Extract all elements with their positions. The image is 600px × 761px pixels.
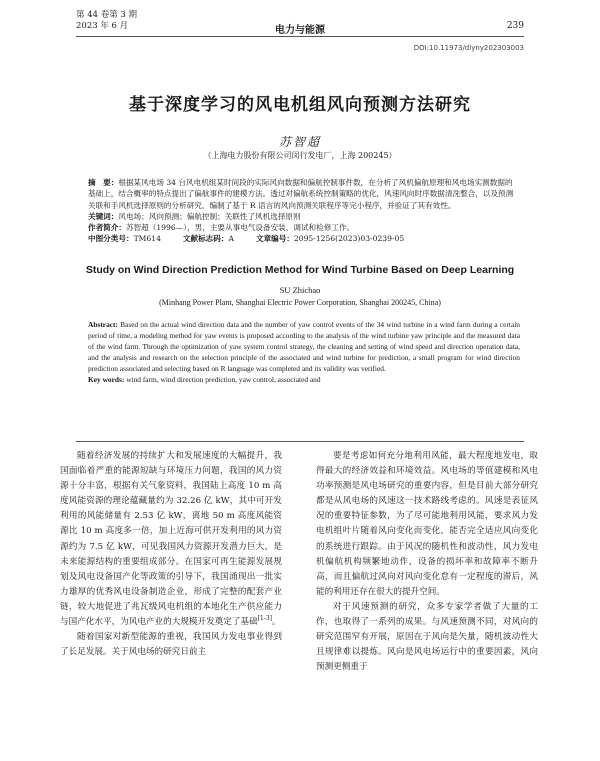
- body-paragraph: 对于风速预测的研究，众多专家学者做了大量的工作，也取得了一系列的成果。与风速预测不同，对风向的研究范围窄有开展，原因在于风向是矢量，随机波动性大且规律难以提炼。风向是风电场运行中的重要因素，风向预测更侧重于: [316, 601, 538, 673]
- classification-row: [88, 233, 520, 244]
- clc-label: 中图分类号：: [88, 234, 134, 244]
- document-code: [183, 233, 234, 244]
- abstract-cn-text: 根据某风电场 34 台风电机组某时间段的实际风向数据和偏航控制事件数，在分析了风机偏航原理和风电场实测数据的基础上，结合概率的特点提出了偏航事件的建模方法。透过对偏航系统控制策略的优化，风速风向时序数据清洗整合，以及预测关联和手风机选择原则的分析研究，编制了基于 R 语言的风向预测关联程序等完小程序，并验证了其有效性。: [88, 178, 514, 210]
- abstract-chinese: [88, 177, 520, 245]
- abstract-en-text: Based on the actual wind direction data and the number of yaw control events of the 34 wind turbine in a wind farm during a certain period of time, a modeling method for yaw events is proposed according to the analysis of the wind turbine yaw principle and the measured data of the wind farm. Through the optimization of yaw system control strategy, the cleaning and setting of wind speed and direction operation data, and the analysis and research on the selection principle of the associated and wind turbine for prediction, a small program for wind direction prediction associated and selecting based on R language was completed and its validity was verified.: [88, 320, 520, 373]
- affiliation-chinese: （上海电力股份有限公司闵行发电厂，上海 200245）: [203, 151, 397, 160]
- affiliation-english: (Minhang Power Plant, Shanghai Electric Power Corporation, Shanghai 200245, China): [159, 298, 441, 307]
- keywords-en-label: Key words:: [88, 374, 125, 384]
- body-paragraph: 随着国家对新型能源的重视，我国风力发电事业得到了长足发展。关于风电场的研究日前主: [60, 632, 282, 658]
- volume-issue: 第 44 卷第 3 期: [76, 10, 138, 20]
- abstract-en-body: [88, 320, 520, 375]
- doi: DOI:10.11973/dlyny202303003: [413, 44, 524, 52]
- doc-code-value: A: [228, 234, 234, 244]
- body-column-left: [60, 449, 282, 660]
- author-chinese: 苏智超: [278, 135, 321, 149]
- title-chinese: 基于深度学习的风电机组风向预测方法研究: [129, 95, 471, 115]
- keywords-cn: [88, 211, 520, 222]
- keywords-cn-text: 风电场；风向预测；偏航控制；关联性了风机选择原则: [118, 211, 301, 221]
- author-english: SU Zhichao: [279, 285, 321, 295]
- body-column-right: [316, 449, 538, 675]
- page-number: 239: [506, 21, 524, 31]
- article-id-label: 文章编号：: [255, 234, 294, 244]
- keywords-en: [88, 375, 520, 386]
- body-paragraph: 要是考虑如何充分地利用风能，最大程度地发电，取得最大的经济效益和环境效益。风电场的等值建模和风电功率预测是风电场研究的重要内容，但是目前大部分研究都是从风电场的风速这一技术路线考虑的。风速是表征风况的重要特征参数，为了尽可能地利用风能，要求风力发电机组叶片随着风向变化而变化，能否完全适应风向变化的系统进行跟踪。由于风况的随机性和波动性，风力发电机偏航机构频繁地动作，设备的损坏率和故障率不断升高，而且偏航过风向对风向变化怠有一定程度的滞后，风能的利用还存在很大的提升空间。: [316, 451, 538, 597]
- abstract-cn-label: 摘 要：: [88, 178, 119, 187]
- keywords-en-text: wind farm, wind direction prediction, yaw control, associated and: [126, 374, 321, 384]
- abstract-cn-body: [88, 177, 520, 211]
- keywords-cn-label: 关键词：: [88, 211, 119, 221]
- journal-name: 电力与能源: [275, 25, 325, 36]
- running-header: [76, 8, 524, 37]
- citation: [1-3]: [257, 615, 273, 623]
- abstract-en-label: Abstract:: [88, 320, 118, 329]
- section-divider: [76, 441, 524, 442]
- author-bio-text: 苏智超（1996—），男，主要从事电气设备安装、调试和检修工作。: [125, 223, 355, 233]
- body-paragraph: 随着经济发展的持续扩大和发展速度的大幅提升，我国面临着严重的能源短缺与环境压力问题，我国的风力资源十分丰富，根据有关气象资料，我国陆上高度 10 m 高度风能资源的理论蕴藏量约为 32.26 亿 kW，其中可开发利用的风能储量有 2.53 亿 kW，离地 50 m 高度风能资源比 10 m 高度多一倍，加上近海可供开发利用的风力资源约为 7.5 亿 kW，可见我国风力资源开发潜力巨大，是未来能源结构的重要组成部分。在国家可再生能源发展规划及风电设备国产化等政策的引导下，我国涌现出一批实力雄厚的优秀风电设备制造企业，形成了完整的配套产业链，较大地促进了兆瓦级风电机组的本地化生产供应能力与国产化水平，为风电产业的大规模开发奠定了基础[1-3]。: [60, 451, 282, 628]
- article-id: [256, 233, 404, 244]
- clc-value: TM614: [133, 234, 161, 244]
- author-bio: [88, 222, 520, 233]
- doc-code-label: 文献标志码：: [182, 234, 229, 244]
- article-id-value: 2095-1256(2023)03-0239-05: [293, 234, 405, 244]
- abstract-english: [88, 320, 520, 385]
- title-english: Study on Wind Direction Prediction Method for Wind Turbine Based on Deep Learning: [85, 264, 515, 276]
- author-bio-label: 作者简介：: [88, 223, 126, 233]
- issue-date: 2023 年 6 月: [76, 21, 129, 31]
- clc-code: [88, 233, 161, 244]
